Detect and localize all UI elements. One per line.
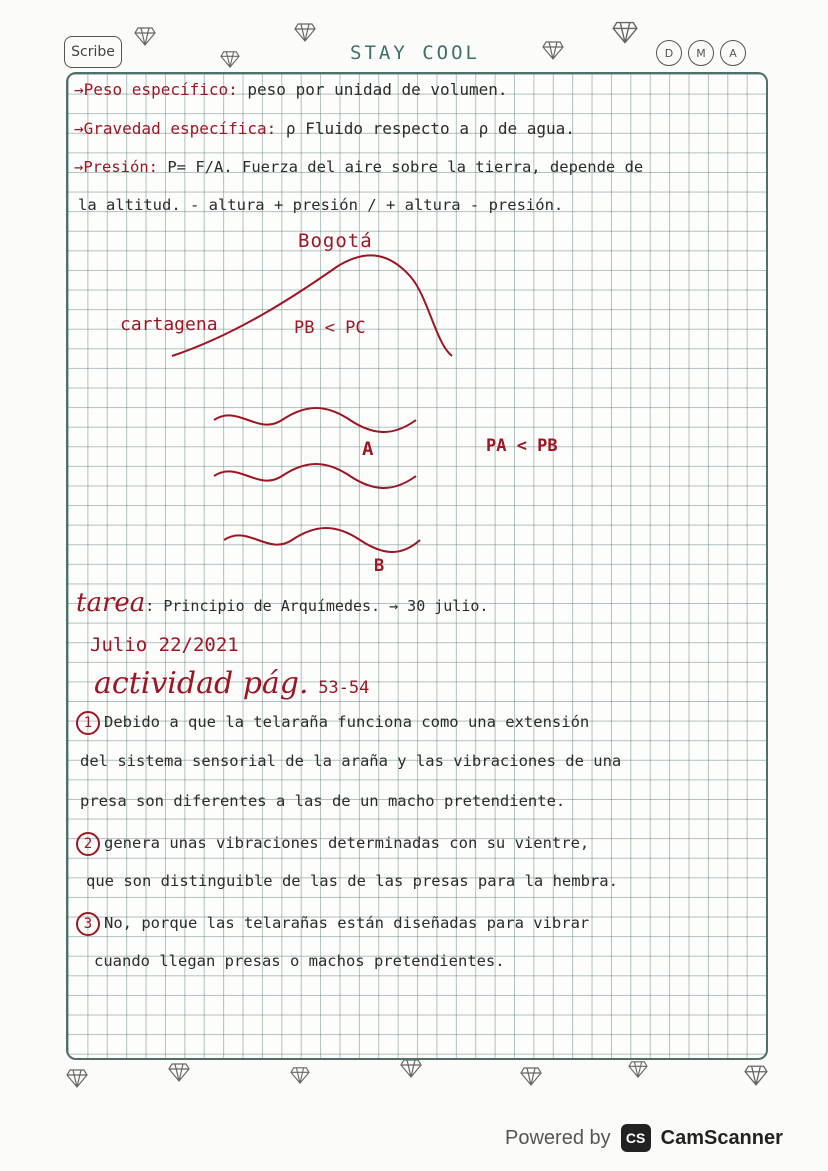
answer-number-2: 2 (76, 832, 100, 856)
wave-line-1 (214, 408, 416, 432)
powered-by-text: Powered by (505, 1126, 611, 1149)
answer-1-line-2: del sistema sensorial de la araña y las vibraciones de una (80, 752, 622, 770)
wave-line-3 (224, 528, 420, 552)
diamond-icon (400, 1058, 422, 1078)
page-header-title: STAY COOL (350, 42, 480, 64)
note-gravedad-especifica (74, 119, 575, 138)
answer-1-text-1: Debido a que la telaraña funciona como una extensión (104, 713, 590, 731)
date-badges (656, 40, 746, 66)
tarea-label: tarea (76, 588, 146, 618)
answer-2-line-1 (76, 832, 589, 856)
label-cartagena: cartagena (120, 314, 218, 335)
badge-day: D (656, 40, 682, 66)
note-presion (74, 158, 643, 176)
tarea-line (76, 588, 488, 618)
label-a: A (362, 438, 374, 460)
definition-gravedad-especifica: ρ Fluido respecto a ρ de agua. (276, 119, 575, 138)
diamond-icon (628, 1060, 648, 1078)
answer-2-line-2: que son distinguible de las de las presas para la hembra. (86, 872, 618, 890)
diamond-icon (294, 22, 316, 42)
definition-peso-especifico: peso por unidad de volumen. (237, 80, 508, 99)
answer-3-line-2: cuando llegan presas o machos pretendientes. (94, 952, 505, 970)
label-b: B (374, 556, 385, 576)
answer-number-1: 1 (76, 711, 100, 735)
answer-3-line-1 (76, 912, 589, 936)
scanner-footer (505, 1118, 805, 1158)
diamond-icon (612, 20, 638, 44)
wave-line-2 (214, 464, 416, 488)
label-pb-pc: PB < PC (294, 318, 366, 338)
tarea-text: : Principio de Arquímedes. → 30 julio. (145, 597, 489, 615)
answer-3-text-1: No, porque las telarañas están diseñadas para vibrar (104, 914, 590, 932)
term-gravedad-especifica: →Gravedad específica: (74, 119, 277, 138)
answer-2-text-1: genera unas vibraciones determinadas con su vientre, (104, 834, 590, 852)
camscanner-logo-icon: CS (621, 1124, 651, 1152)
label-bogota: Bogotá (298, 230, 373, 252)
diamond-icon (290, 1066, 310, 1084)
notebook-page (66, 72, 768, 1060)
answer-1-line-1 (76, 711, 589, 735)
diamond-icon (744, 1064, 768, 1086)
camscanner-brand: CamScanner (660, 1126, 783, 1149)
actividad-label: actividad pág. (94, 666, 309, 701)
term-presion: →Presión: (74, 158, 158, 176)
pressure-diagram (68, 224, 766, 584)
mountain-curve (172, 255, 452, 356)
badge-year: A (720, 40, 746, 66)
note-peso-especifico (74, 80, 507, 99)
diamond-icon (520, 1066, 542, 1086)
answer-number-3: 3 (76, 912, 100, 936)
diamond-icon (134, 26, 156, 46)
diamond-icon (168, 1062, 190, 1082)
term-peso-especifico: →Peso específico: (74, 80, 238, 99)
diamond-icon (542, 40, 564, 60)
label-pa-pb: PA < PB (486, 436, 558, 456)
date-line: Julio 22/2021 (90, 634, 239, 656)
badge-month: M (688, 40, 714, 66)
brand-logo: Scribe (64, 36, 122, 68)
answer-1-line-3: presa son diferentes a las de un macho pretendiente. (80, 792, 566, 810)
definition-presion: P= F/A. Fuerza del aire sobre la tierra, depende de (158, 158, 644, 176)
actividad-line (94, 666, 369, 701)
actividad-pages: 53-54 (318, 678, 370, 698)
note-altitud: la altitud. - altura + presión / + altura - presión. (78, 196, 564, 214)
diamond-icon (66, 1068, 88, 1088)
diamond-icon (220, 50, 240, 68)
